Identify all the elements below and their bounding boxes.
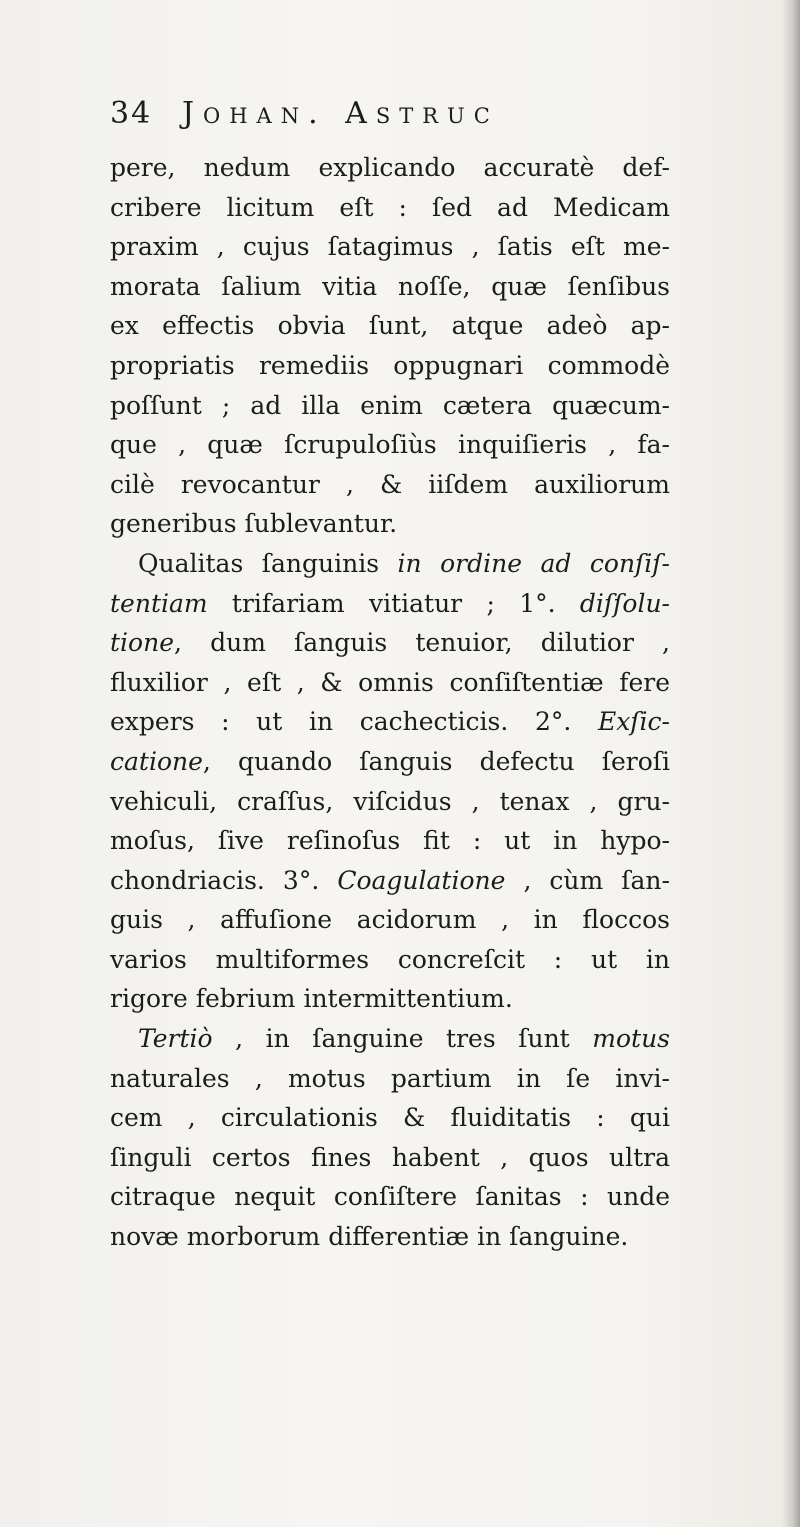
text-line: fluxilior , eſt , & omnis conſiſtentiæ fere: [110, 667, 670, 697]
text-line: pere, nedum explicando accuratè def-: [110, 153, 670, 182]
text-line: ex effectis obvia ſunt, atque adeò ap-: [110, 311, 670, 341]
text-line: novæ morborum differentiæ in ſanguine.: [110, 1222, 629, 1252]
text-line: cilè revocantur , & iiſdem auxiliorum: [110, 469, 670, 499]
text-line: [110, 742, 670, 782]
italic-segment: in ordine ad conſiſ-: [397, 548, 670, 578]
text-segment: , dum ſanguis tenuior, dilutior ,: [174, 628, 670, 658]
text-line: [110, 623, 670, 663]
text-segment: chondriacis. 3°.: [110, 865, 338, 895]
text-line: moſus, ſive reſinoſus fit : ut in hypo-: [110, 826, 670, 856]
page-header: [110, 96, 670, 136]
italic-segment: tione: [110, 628, 174, 658]
text-segment: , cùm ſan-: [505, 865, 670, 895]
text-line: praxim , cujus ſatagimus , ſatis eſt me-: [110, 232, 670, 262]
running-head: Johan. Astruc: [182, 96, 499, 131]
italic-segment: diſſolu-: [579, 588, 670, 618]
text-segment: Qualitas ſanguinis: [138, 548, 398, 578]
text-segment: expers : ut in cachecticis. 2°.: [110, 707, 598, 737]
italic-segment: tentiam: [110, 588, 208, 618]
text-segment: , in ſanguine tres ſunt: [212, 1024, 593, 1054]
text-line: [110, 584, 670, 624]
text-line: varios multiformes concreſcit : ut in: [110, 944, 670, 974]
text-line: cribere licitum eſt : ſed ad Medicam: [110, 192, 670, 222]
text-line: morata ſalium vitia noſſe, quæ ſenſibus: [110, 271, 670, 301]
page-edge-shadow: [782, 0, 800, 1527]
italic-segment: Exſic-: [597, 707, 670, 737]
text-line: [110, 1019, 670, 1059]
text-line: ſinguli certos fines habent , quos ultra: [110, 1142, 670, 1172]
text-line: propriatis remediis oppugnari commodè: [110, 350, 670, 380]
page-number: 34: [110, 96, 153, 131]
italic-segment: motus: [592, 1024, 670, 1054]
italic-segment: Coagulatione: [337, 865, 506, 895]
text-line: naturales , motus partium in ſe invi-: [110, 1063, 670, 1093]
text-line: citraque nequit conſiſtere ſanitas : unde: [110, 1182, 670, 1212]
text-segment: trifariam vitiatur ; 1°.: [207, 588, 580, 618]
italic-segment: catione: [110, 746, 203, 776]
text-line: que , quæ ſcrupuloſiùs inquiſieris , fa-: [110, 430, 670, 460]
text-line: [110, 702, 670, 742]
text-line: guis , affuſione acidorum , in floccos: [110, 905, 670, 935]
text-line: vehiculi, craſſus, viſcidus , tenax , gru-: [110, 786, 670, 816]
italic-segment: Tertiò: [138, 1024, 213, 1054]
text-line: generibus ſublevantur.: [110, 509, 398, 539]
text-line: [110, 861, 670, 901]
text-line: cem , circulationis & fluiditatis : qui: [110, 1103, 670, 1133]
text-line: [110, 544, 670, 584]
body-text: [110, 148, 670, 1257]
text-segment: , quando ſanguis defectu ſeroſi: [202, 746, 670, 776]
text-line: rigore febrium intermittentium.: [110, 984, 513, 1014]
text-line: poſſunt ; ad illa enim cætera quæcum-: [110, 390, 670, 420]
